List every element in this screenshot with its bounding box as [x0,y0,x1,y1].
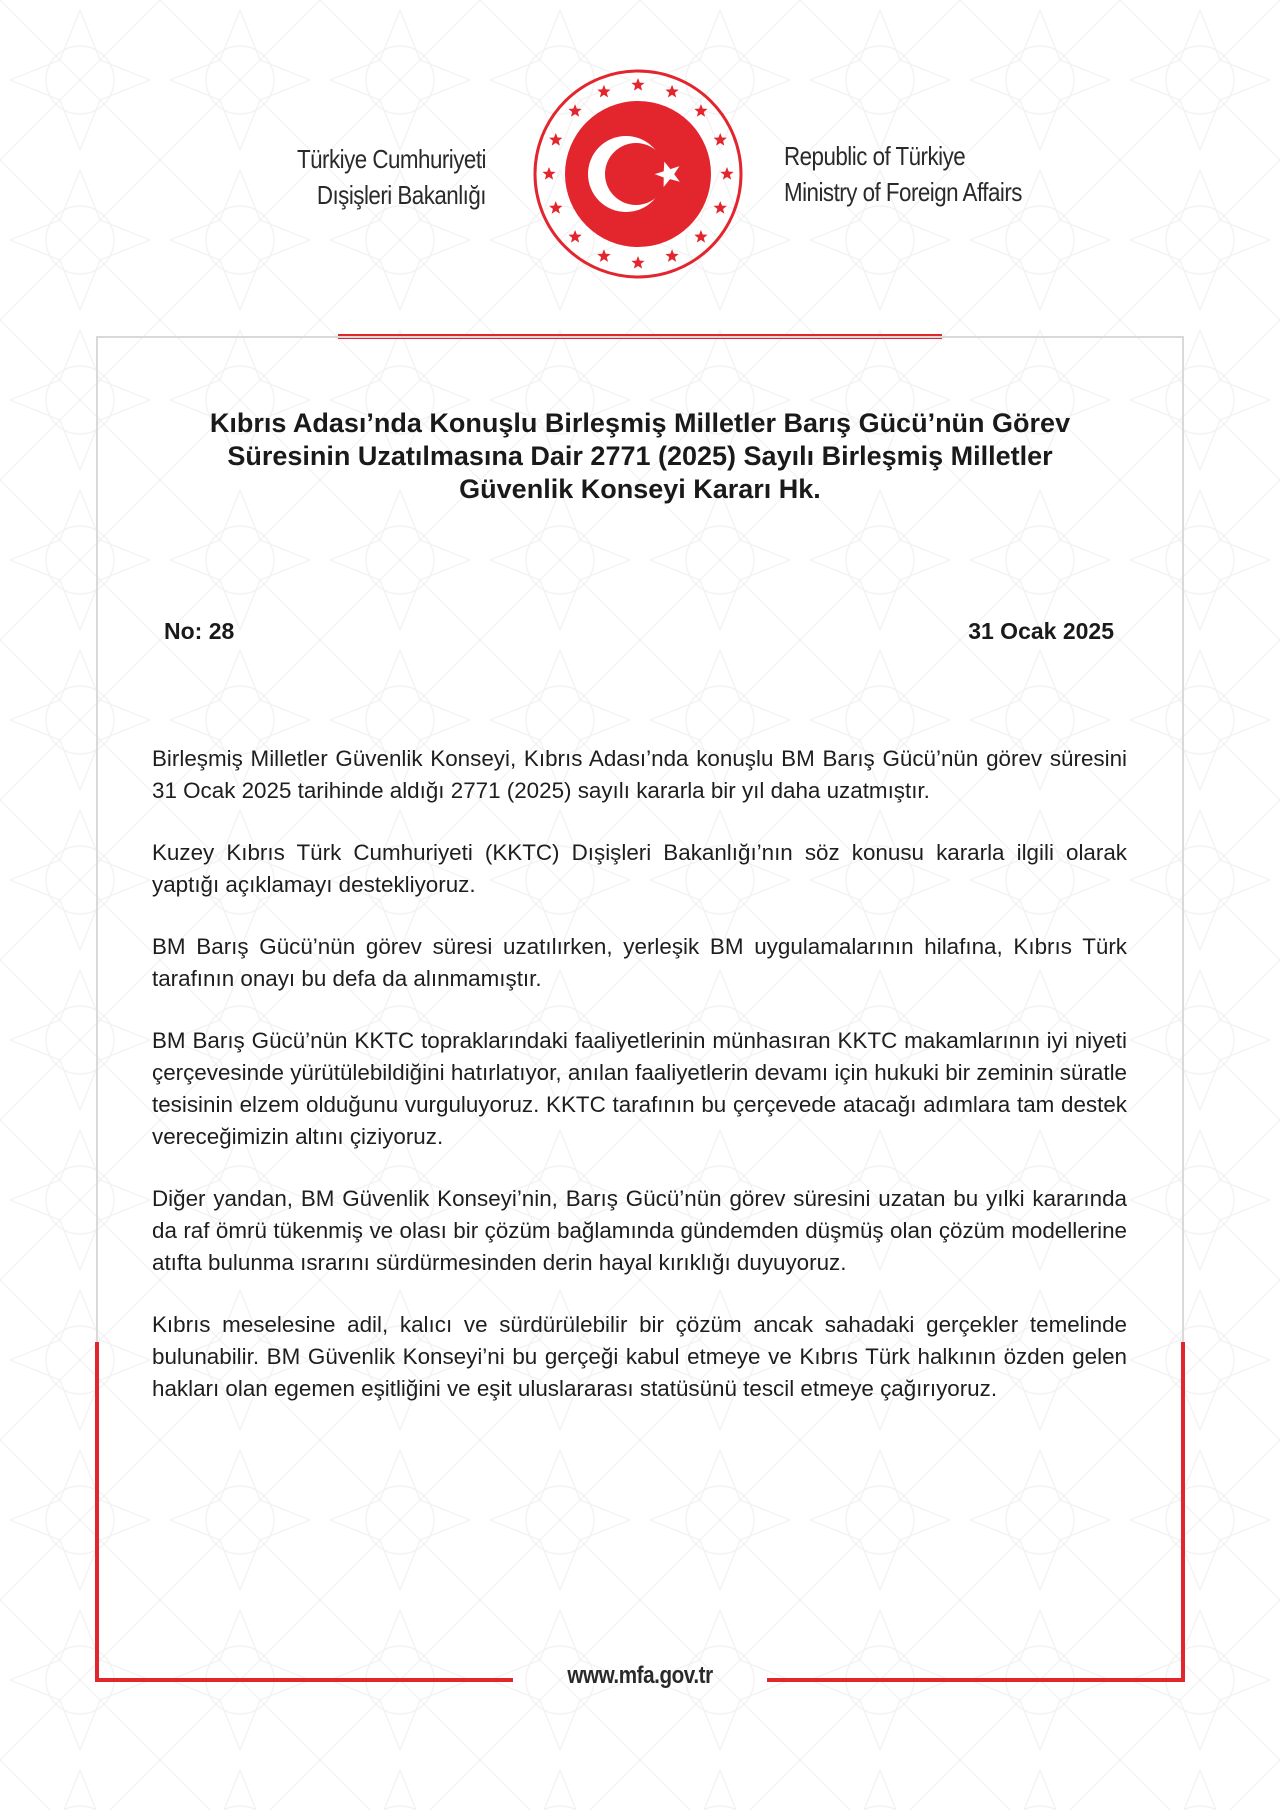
paragraph: Kuzey Kıbrıs Türk Cumhuriyeti (KKTC) Dışişleri Bakanlığı’nın söz konusu kararla ilgili olarak yaptığı açıklamayı destekliyoruz. [152,840,1127,897]
header-right-line2: Ministry of Foreign Affairs [784,177,1022,207]
paragraph: Kıbrıs meselesine adil, kalıcı ve sürdürülebilir bir çözüm ancak sahadaki gerçekler temelinde bulunabilir. BM Güvenlik Konseyi’ni bu gerçeği kabul etmeye ve Kıbrıs Türk halkının özden gelen hakları olan egemen eşitliğini ve eşit uluslararası statüsünü tescil etmeye çağırıyoruz. [152,1312,1127,1401]
statement-number: No: 28 [164,618,235,644]
title-line-1: Kıbrıs Adası’nda Konuşlu Birleşmiş Milletler Barış Gücü’nün Görev [209,408,1071,438]
paragraph: Birleşmiş Milletler Güvenlik Konseyi, Kıbrıs Adası’nda konuşlu BM Barış Gücü’nün görev süresini 31 Ocak 2025 tarihinde aldığı 2771 (2025) sayılı kararla bir yıl daha uzatmıştır. [152,746,1127,803]
footer-website-link[interactable]: www.mfa.gov.tr [567,1662,713,1689]
emblem-star-icon [665,85,678,98]
emblem-star-icon [665,249,678,262]
header-org-english [784,138,1042,210]
emblem-star-icon [568,104,581,117]
frame-bottom-left-red [95,1678,513,1682]
header-left-line1: Türkiye Cumhuriyeti [296,144,486,174]
paragraph: BM Barış Gücü’nün KKTC topraklarındaki faaliyetlerinin münhasıran KKTC makamlarının iyi niyeti çerçevesinde yürütülebildiğini hatırlatıyor, anılan faaliyetlerin devamı için hukuki bir zeminin süratle tesisinin elzem olduğunu vurguluyoruz. KKTC tarafının bu çerçevede atacağı adımlara tam destek vereceğimizin altını çiziyoruz. [152,1028,1127,1149]
frame-left-grey [96,336,98,1344]
title-line-3: Güvenlik Konseyi Kararı Hk. [459,474,821,504]
frame-left-red [95,1342,99,1682]
emblem-star-icon [694,104,707,117]
emblem-star-icon [694,230,707,243]
emblem-star-icon [549,133,562,146]
title-line-2: Süresinin Uzatılmasına Dair 2771 (2025) Sayılı Birleşmiş Milletler [227,441,1053,471]
header-right-line1: Republic of Türkiye [784,141,966,171]
emblem-star-icon [549,201,562,214]
statement-date: 31 Ocak 2025 [968,618,1114,644]
header-org-turkish [283,141,486,213]
frame-top-grey [96,336,1184,338]
paragraph: BM Barış Gücü’nün görev süresi uzatılırken, yerleşik BM uygulamalarının hilafına, Kıbrıs Türk tarafının onayı bu defa da alınmamıştır. [152,934,1127,991]
emblem-star-icon [714,133,727,146]
emblem-star-icon [714,201,727,214]
header-left-line2: Dışişleri Bakanlığı [316,180,486,210]
emblem-star-icon [542,167,555,180]
frame-right-grey [1182,336,1184,1344]
statement-body [152,743,1127,1435]
page-title [140,407,1140,506]
emblem-star-icon [597,85,610,98]
frame-bottom-right-red [767,1678,1185,1682]
emblem-star-icon [597,249,610,262]
emblem-star-icon [568,230,581,243]
paragraph: Diğer yandan, BM Güvenlik Konseyi’nin, Barış Gücü’nün görev süresini uzatan bu yılki kararında da raf ömrü tükenmiş ve olası bir çözüm bağlamında gündemden düşmüş olan çözüm modellerine atıfta bulunma ısrarını sürdürmesinden derin hayal kırıklığı duyuyoruz. [152,1186,1127,1275]
frame-right-red [1181,1342,1185,1682]
crescent-star-emblem-icon [531,67,745,281]
emblem-star-icon [631,78,644,91]
emblem-star-icon [631,256,644,269]
emblem-star-icon [720,167,733,180]
